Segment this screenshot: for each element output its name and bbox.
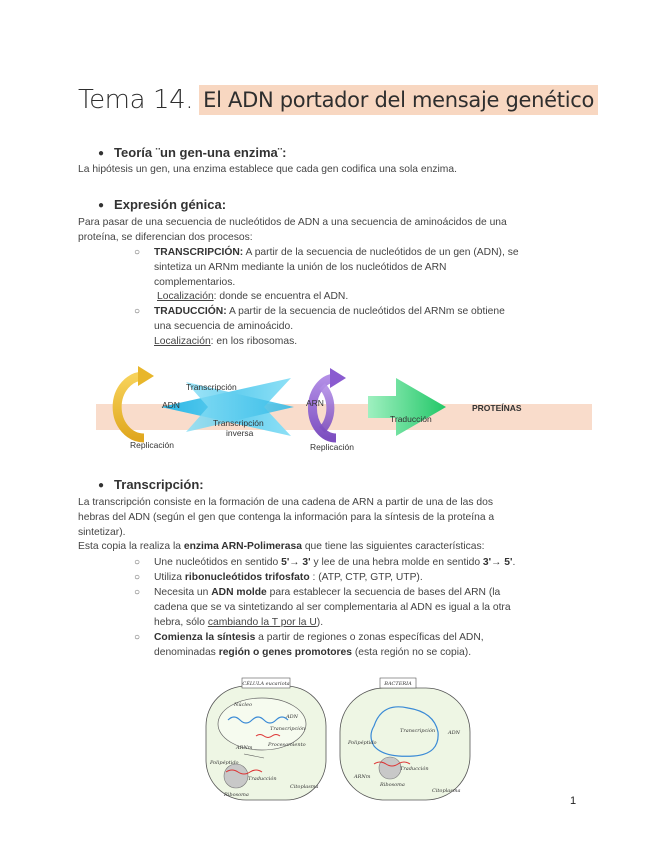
label-arn: ARN [306,398,324,408]
ribosome-right [379,757,401,779]
label-transcripcion-inversa-2: inversa [226,428,254,438]
page-number: 1 [570,795,577,807]
heading-expresion: ● Expresión génica: [98,197,227,212]
bullet-icon: ● [98,480,105,491]
paragraph-transcripcion: La transcripción consiste en la formación de una cadena de ARN a partir de una de las dos hebras del ADN (según el gen que contenga la información para la síntesis de la proteína a sintetizar). Esta copia la realiza la enzima ARN-Polimerasa que tiene las siguientes características: [78,497,495,553]
list-item-traduccion: ○ TRADUCCIÓN: A partir de la secuencia de nucleótidos del ARNm se obtiene una secuencia de aminoácido. Localización: en los ribosomas. [134,306,505,347]
rna-replication-arrowhead-icon [330,368,346,388]
svg-text:Ribosoma: Ribosoma [224,792,249,798]
circle-bullet-icon: ○ [134,247,141,258]
label-replicacion-2: Replicación [310,442,354,452]
cells-graphic [204,676,474,804]
svg-text:Traducción: Traducción [400,766,429,772]
bullet-icon: ● [98,148,105,159]
svg-text:Polipéptido: Polipéptido [210,760,239,766]
circle-bullet-icon: ○ [134,572,141,583]
list-item-sentido: ○ Une nucleótidos en sentido 5'→ 3' y lee de una hebra molde en sentido 3'→ 5'. [154,556,574,571]
svg-text:ARNm: ARNm [354,774,371,780]
paragraph-expresion: Para pasar de una secuencia de nucleótidos de ADN a una secuencia de aminoácidos de una proteína, se diferencian dos procesos: [78,217,507,243]
list-item-ribonucleotidos: ○ Utiliza ribonucleótidos trifosfato : (ATP, CTP, GTP, UTP). [154,571,574,586]
svg-text:Traducción: Traducción [248,776,277,782]
cells-illustration [204,676,474,804]
svg-text:Citoplasma: Citoplasma [432,788,461,794]
svg-text:ARNm: ARNm [236,745,253,751]
heading-teoria: ● Teoría ¨un gen-una enzima¨: [98,145,287,160]
replication-arrowhead-icon [138,366,154,386]
label-transcripcion: Transcripción [186,382,237,392]
label-replicacion-1: Replicación [130,440,174,450]
circle-bullet-icon: ○ [134,557,141,568]
svg-text:Núcleo: Núcleo [234,702,252,708]
circle-bullet-icon: ○ [134,306,141,317]
label-proteinas: PROTEÍNAS [472,403,522,413]
svg-text:Procesamiento: Procesamiento [268,742,306,748]
label-adn: ADN [162,400,180,410]
svg-text:ADN: ADN [448,730,460,736]
svg-text:Transcripción: Transcripción [270,726,306,732]
list-item-transcripcion: ○ TRANSCRIPCIÓN: A partir de la secuencia de nucleótidos de un gen (ADN), se sintetiza un ARNm mediante la unión de los nucleótidos de ARN complementarios. Localización: donde se encuentra el ADN. [134,247,519,303]
svg-text:Citoplasma: Citoplasma [290,784,319,790]
svg-text:ADN: ADN [286,714,298,720]
svg-text:Transcripción: Transcripción [400,728,436,734]
page-title [78,80,598,120]
label-transcripcion-inversa-1: Transcripción [213,418,264,428]
left-cell-title: CÉLULA eucariota [242,681,290,687]
heading-transcripcion: ● Transcripción: [98,477,204,492]
right-cell-title: BACTERIA [384,681,412,687]
list-item-adn-molde: ○ Necesita un ADN molde para establecer la secuencia de bases del ARN (la cadena que se va sintetizando al ser complementaria al ADN es igual a la otra hebra, sólo cambiando la T por la U). [134,587,511,628]
list-item-promotores: ○ Comienza la síntesis a partir de regiones o zonas específicas del ADN, denominadas región o genes promotores (esta región no se copia). [134,632,484,658]
label-traduccion: Traducción [390,414,432,424]
circle-bullet-icon: ○ [134,632,141,643]
central-dogma-diagram [96,360,592,460]
title-prefix: Tema 14. [78,85,194,115]
title-highlight: El ADN portador del mensaje genético [199,85,598,115]
bullet-icon: ● [98,200,105,211]
ribosome [224,764,248,788]
circle-bullet-icon: ○ [134,587,141,598]
svg-text:Ribosoma: Ribosoma [380,782,405,788]
svg-text:Polipéptido: Polipéptido [348,740,377,746]
paragraph-teoria: La hipótesis un gen, una enzima establece que cada gen codifica una sola enzima. [78,164,457,175]
